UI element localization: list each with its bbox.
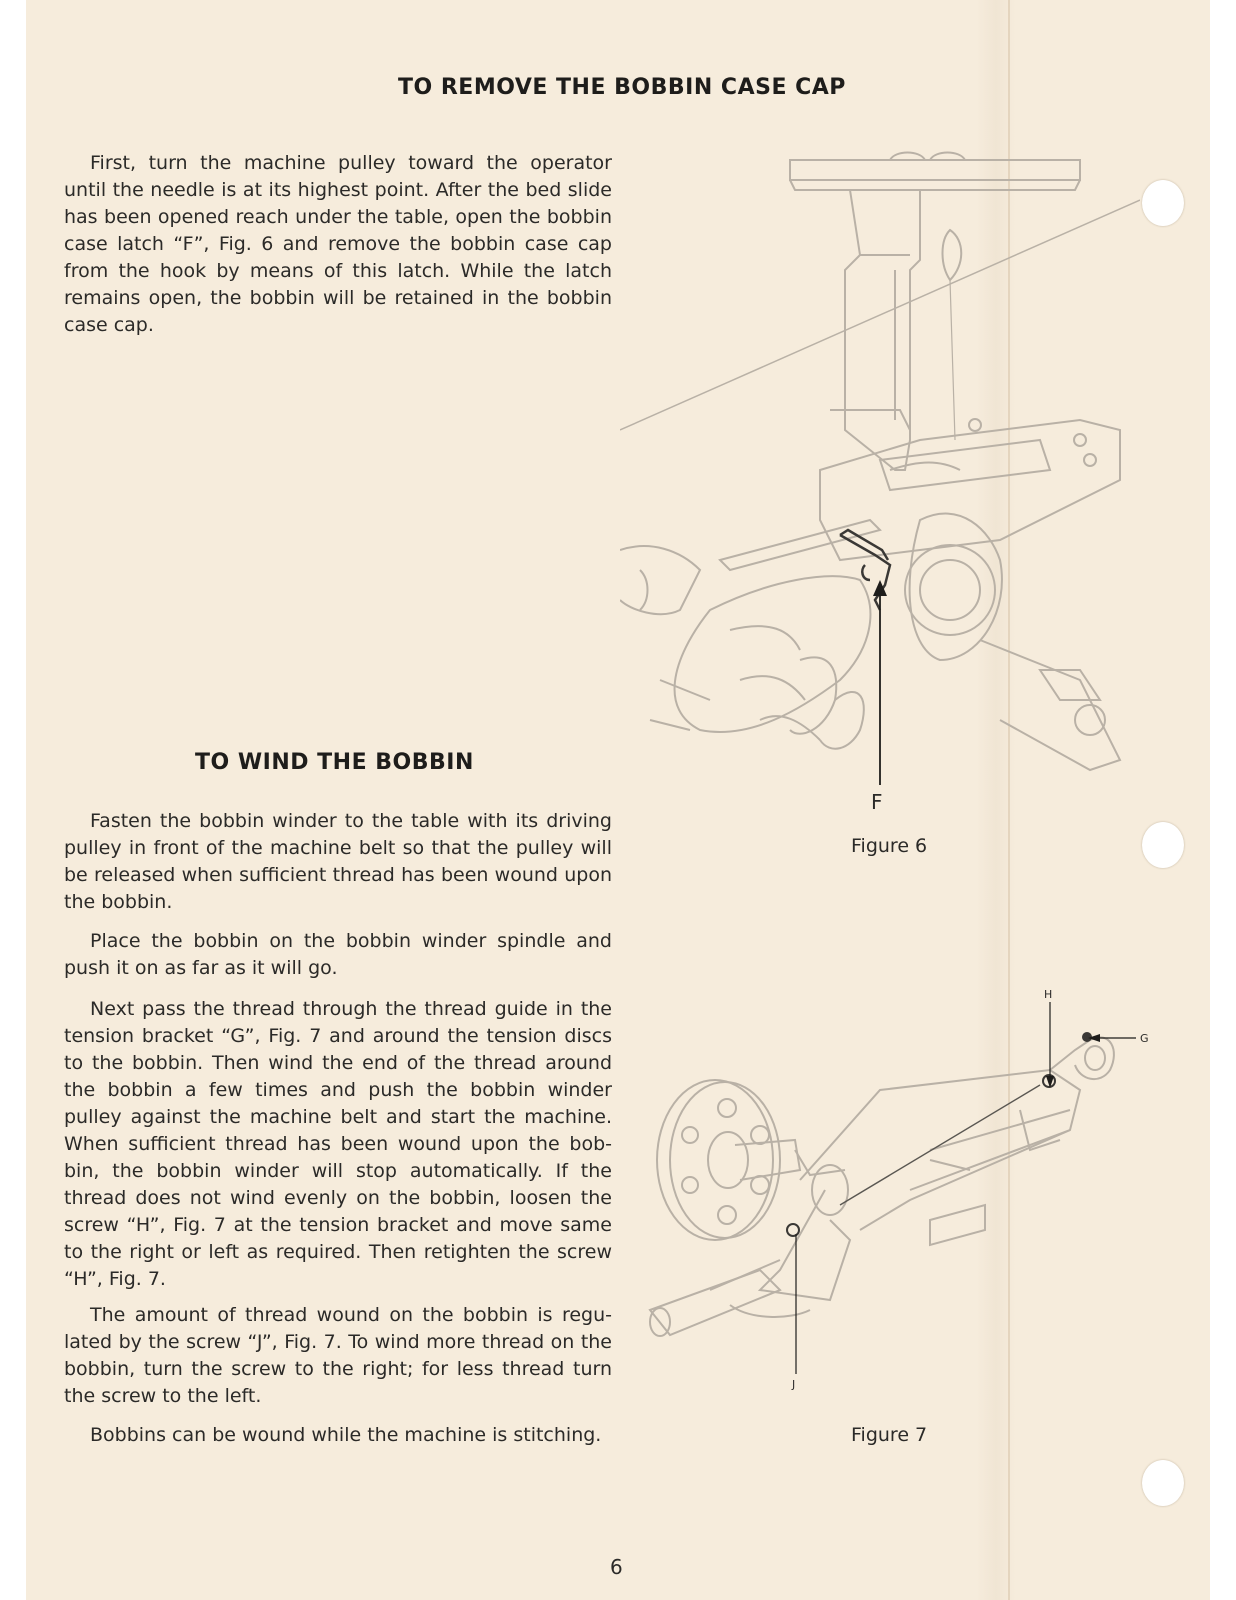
figure-7-label-h: H: [1044, 988, 1053, 1001]
paragraph-wind-1: Fasten the bobbin winder to the table with its driving pulley in front of the machine belt so that the pulley will be released when sufficient thread has been wound upon the bobbin.: [64, 810, 612, 913]
paragraph-wind-2: Place the bobbin on the bobbin winder spindle and push it on as far as it will go.: [64, 930, 612, 979]
punch-hole-bottom: [1142, 1460, 1184, 1506]
figure-6-leader-arrow: [860, 580, 900, 790]
page-number: 6: [610, 1555, 623, 1579]
figure-7-leader-g: [1088, 1030, 1136, 1046]
heading-wind-the-bobbin: TO WIND THE BOBBIN: [195, 750, 474, 775]
paragraph-remove-cap: First, turn the machine pulley toward the operator until the needle is at its highest point. After the bed slide has been opened reach under the table, open the bobbin case latch “F”, Fig. 6 and remove the bobbin case cap from the hook by means of this latch. While the latch remains open, the bobbin will be retained in the bobbin case cap.: [64, 152, 612, 336]
heading-remove-bobbin-case-cap: TO REMOVE THE BOBBIN CASE CAP: [398, 75, 846, 100]
figure-6-caption: Figure 6: [851, 835, 928, 857]
punch-hole-top: [1142, 180, 1184, 226]
figure-7-caption: Figure 7: [851, 1424, 928, 1446]
paragraph-wind-4: The amount of thread wound on the bobbin is regu-lated by the screw “J”, Fig. 7. To wind more thread on the bobbin, turn the screw to the right; for less thread turn the screw to the left.: [64, 1304, 612, 1407]
figure-7-leader-h: [1040, 1002, 1060, 1088]
paragraph-wind-5: Bobbins can be wound while the machine is stitching.: [90, 1424, 602, 1446]
figure-7-label-j: J: [792, 1378, 796, 1391]
figure-6-label-f: F: [871, 790, 883, 814]
figure-7-label-g: G: [1140, 1032, 1149, 1045]
paragraph-wind-3: Next pass the thread through the thread guide in the tension bracket “G”, Fig. 7 and around the tension discs to the bobbin. Then wind the end of the thread around the bobbin a few times and push the bobbin winder pulley against the machine belt and start the machine. When sufficient thread has been wound upon the bob-bin, the bobbin winder will stop automatically. If the thread does not wind evenly on the bobbin, loosen the screw “H”, Fig. 7 at the tension bracket and move same to the right or left as required. Then retighten the screw “H”, Fig. 7.: [64, 998, 612, 1290]
punch-hole-middle: [1142, 822, 1184, 868]
figure-7-leader-j: [786, 1234, 806, 1374]
figure-7-illustration: [630, 990, 1150, 1390]
